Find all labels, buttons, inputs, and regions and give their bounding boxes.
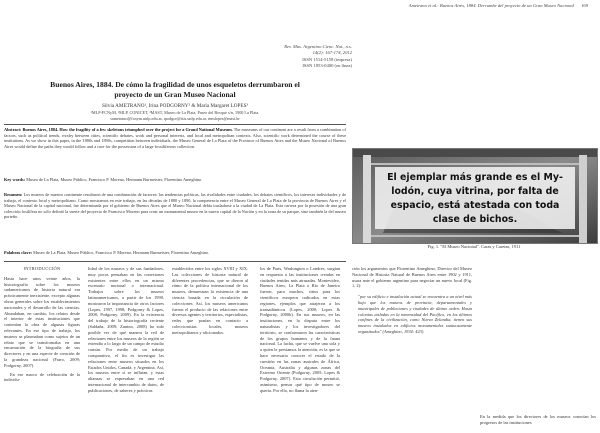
figure-1: [352, 148, 598, 244]
authors: Silvia AMETRANO¹, Irina PODGORNY² & María Margaret LOPES³: [101, 103, 249, 109]
abstract-label: Abstract: Buenos Aires, 1884. How the fragility of a few skeletons triumphed over the project for a Grand National Museum.: [4, 127, 233, 132]
bottom-rule: [4, 261, 346, 262]
affiliation-institutions: ¹MLP-FCNyM, ²MLP, CONICET, ³MAST, Museo de La Plata, Paseo del Bosque s/n, 1900 La Plata.: [90, 110, 260, 115]
body-column-3: establecidos entre los siglos XVIII y XIX. Las colecciones de historia natural de diferentes procedencias, que se dieron al ritmo de la política internacional de los museos, demuestran la existencia de una ciencia basada en la circulación de colecciones. Así, los museos americanos fueron el producto de las relaciones entre diversos agentes y territorios, especialistas, redes que ponían en contacto a coleccionistas locales, museos metropolitanos y aficionados.: [172, 266, 248, 335]
affiliations: [40, 110, 310, 121]
body-paragraph-2: En ese marco de celebración de la individu-: [4, 371, 80, 383]
ameghino-quote: "por su edificio e instalación actual se encuentra a un nivel más bajo que los museos de provincia, departamentales y municipales de poblaciones y ciudades de último orden. Hasta colonias aisladas en la inmensidad del Pacífico, en los últimos confines de la civilización, como Nueva Zelandia, tienen sus museos instalados en edificios monumentales suntuosamente organizados" (Ameghino, 1934: 423).: [358, 294, 472, 334]
resumen: [4, 192, 346, 220]
intro-heading: INTRODUCCIÓN: [23, 266, 61, 271]
running-head: [409, 3, 588, 8]
body-paragraph-1: Hasta hace unos veinte años, la historiografía sobre los museos sudamericanos de historia natural era prácticamente inexistente, excepto algunas obras generales sobre los establecimientos nacionales y el desarrollo de las ciencias. Abundaban, en cambio, los relatos desde el interior de estas instituciones que contenían la obra de algunas figuras relevantes. En ese tipo de trabajo, los museos se plasmaban como sujetos de un relato que se transformaba en una encarnación de la biografía de sus directores y en una especie de creación de la grandeza nacional (Farro, 2009; Podgorny, 2007).: [4, 275, 80, 368]
body-column-2: lidad de los museos y de sus fundadores, muy pocos pensaban en las conexiones existentes entre ellos en un mismo escenario nacional o internacional. Trabajos sobre los museos latinoamericanos, a partir de los 1990, mostraron la importancia de otros factores (Lopes, 1997, 1998; Podgorny & Lopes, 2008; Podgorny, 2009). En la existencia del trabajo de la historiografía reciente (Saldaña, 2009; Zunino, 2008) ha sido posible ver de qué manera la red de relaciones entre los museos de la región se extendía a lo largo de un campo de estudio común. Por medio de un trabajo comparativo, el fin es investigar las relaciones entre museos situados en los Estados Unidos, Canadá, y Argentina. Así, los museos entre sí se influían, y estas alianzas se expresaban en una red internacional de intercambio de datos, de publicaciones, de saberes y prácticas: [88, 266, 164, 393]
abstract: [4, 127, 346, 149]
issn-print: ISSN 1514-5158 (impresa): [302, 57, 352, 62]
palabras-clave-text: Museo de La Plata, Museo Público, Francisco P. Moreno, Hermann Burmeister, Florentino Ameghino.: [33, 250, 210, 255]
issn-online: ISSN 1853-0400 (en línea): [302, 63, 352, 68]
key-words: [4, 177, 346, 183]
palabras-clave-label: Palabras clave:: [4, 250, 33, 255]
body-column-4: los de París, Washington o Londres, surgían en respuesta a las instituciones creadas en ciudades tenidas más atrasadas. Montevideo, Buenos Aires, La Plata o Río de Janeiro fueron, para muchos, sitios para los científicos europeos radicados en estas regiones, ejemplos que atrajeron a los transatlánticos (Lopes, 2000; Lopes & Podgorny, 2000b). En sus museos, en las instituciones, en la disputa entre los naturalistas y los investigadores del territorio, se conformaron las características de los grupos humanos y de la fauna nacional. La lucha, que se vuelve una sola y a quien le prestamos la atención, es la que se hace necesario conocer el estado de la cuestión en las zonas australes de África, Oceanía, Australia y algunas zonas del Extremo Oriente (Podgorny, 2005; Lopes & Podgorny, 2007). Esta circulación permitió, asimismo, pensar qué tipo de museo se quería. Por ello, no llama la aten-: [260, 266, 340, 393]
key-words-label: Key words:: [4, 177, 26, 182]
journal-name: Rev. Mus. Argentino Cienc. Nat., n.s.: [284, 44, 352, 49]
museum-photo: [353, 149, 597, 243]
page-number: 169: [581, 3, 588, 8]
resumen-label: Resumen:: [4, 192, 23, 197]
paper-title: Buenos Aires, 1884. De cómo la fragilidad de unos esqueletos derrumbaron el proyecto de un Gran Museo Nacional: [50, 80, 300, 99]
figure-banner-line-3: espacio, está atestada con toda: [390, 200, 560, 211]
journal-volume: 14(2): 167-174, 2012: [312, 50, 352, 55]
body-column-5: [352, 266, 472, 335]
resumen-text: Los museos de nuestro continente resultaron de una combinación de factores: las tendencias políticas, las rivalidades entre ciudades, los debates científicos, los intereses individuales y de trabajo, el contexto local y metropolitano. Como mostramos en este trabajo, en las décadas de 1880 y 1890, la competencia entre el Museo General de La Plata de la provincia de Buenos Aires y el Museo Nacional de la capital nacional, fue determinada por el gobierno de Buenos Aires que el Museo Nacional debía trasladarse a la ciudad de La Plata. Esta carrera por la posesión de una gran colección fosilífera no sólo definió la suerte del proyecto de Francisco Moreno para crear un monumental museo en la nueva capital de la Nación y en la zona de su parque, sino también la del museo porteño.: [4, 192, 346, 220]
key-words-text: Museo de La Plata, Museo Público, Francisco P. Moreno, Hermann Burmeister, Florentino Ameghino.: [26, 177, 203, 182]
affiliation-emails: sametrano@fcnym.unlp.edu.ar, ipodgor@isis.unlp.edu.ar, mmlopes@mast.br: [110, 115, 240, 121]
body-column-6: En la medida que los directores de los museos conocían los progresos de las instituciones: [480, 414, 596, 425]
palabras-clave: [4, 250, 346, 256]
body-paragraph-5: ción los argumentos que Florentino Ameghino, Director del Museo Nacional de Historia Natural de Buenos Aires entre 1902 y 1911, usara ante el gobierno argentino para negociar un nuevo local (Fig. 1, 2):: [352, 266, 472, 289]
top-rule: [4, 124, 346, 125]
running-head-text: Ametrano et al.: Buenos Aires, 1884. Derrumbe del proyecto de un Gran Museo Nacional: [408, 3, 574, 8]
abstract-text: The museums of our continent are a result from a combination of factors, such as political trends, rivalry between cities, scientific debates, work and personal interests, and local and metropolitan contexts. Also, scientific work determined the course of these institutions. As we show in this paper, in the 1880s and 1890s, competition between individuals, the Museo General de La Plata of the Province of Buenos Aires and the Museo Nacional of Buenos Aires would define the paths they would follow and a race for the possession of a large fossiliferous collection.: [4, 127, 347, 149]
figure-banner-line-1: El ejemplar más grande es el My-: [387, 172, 563, 183]
body-column-1: [4, 266, 80, 383]
figure-banner-line-4: clase de bichos.: [432, 214, 518, 225]
figure-banner-line-2: lodón, cuya vitrina, por falta de: [391, 186, 559, 197]
figure-caption: Fig. 1. "El Museo Nacional". Caras y Caretas, 1911: [427, 244, 521, 249]
